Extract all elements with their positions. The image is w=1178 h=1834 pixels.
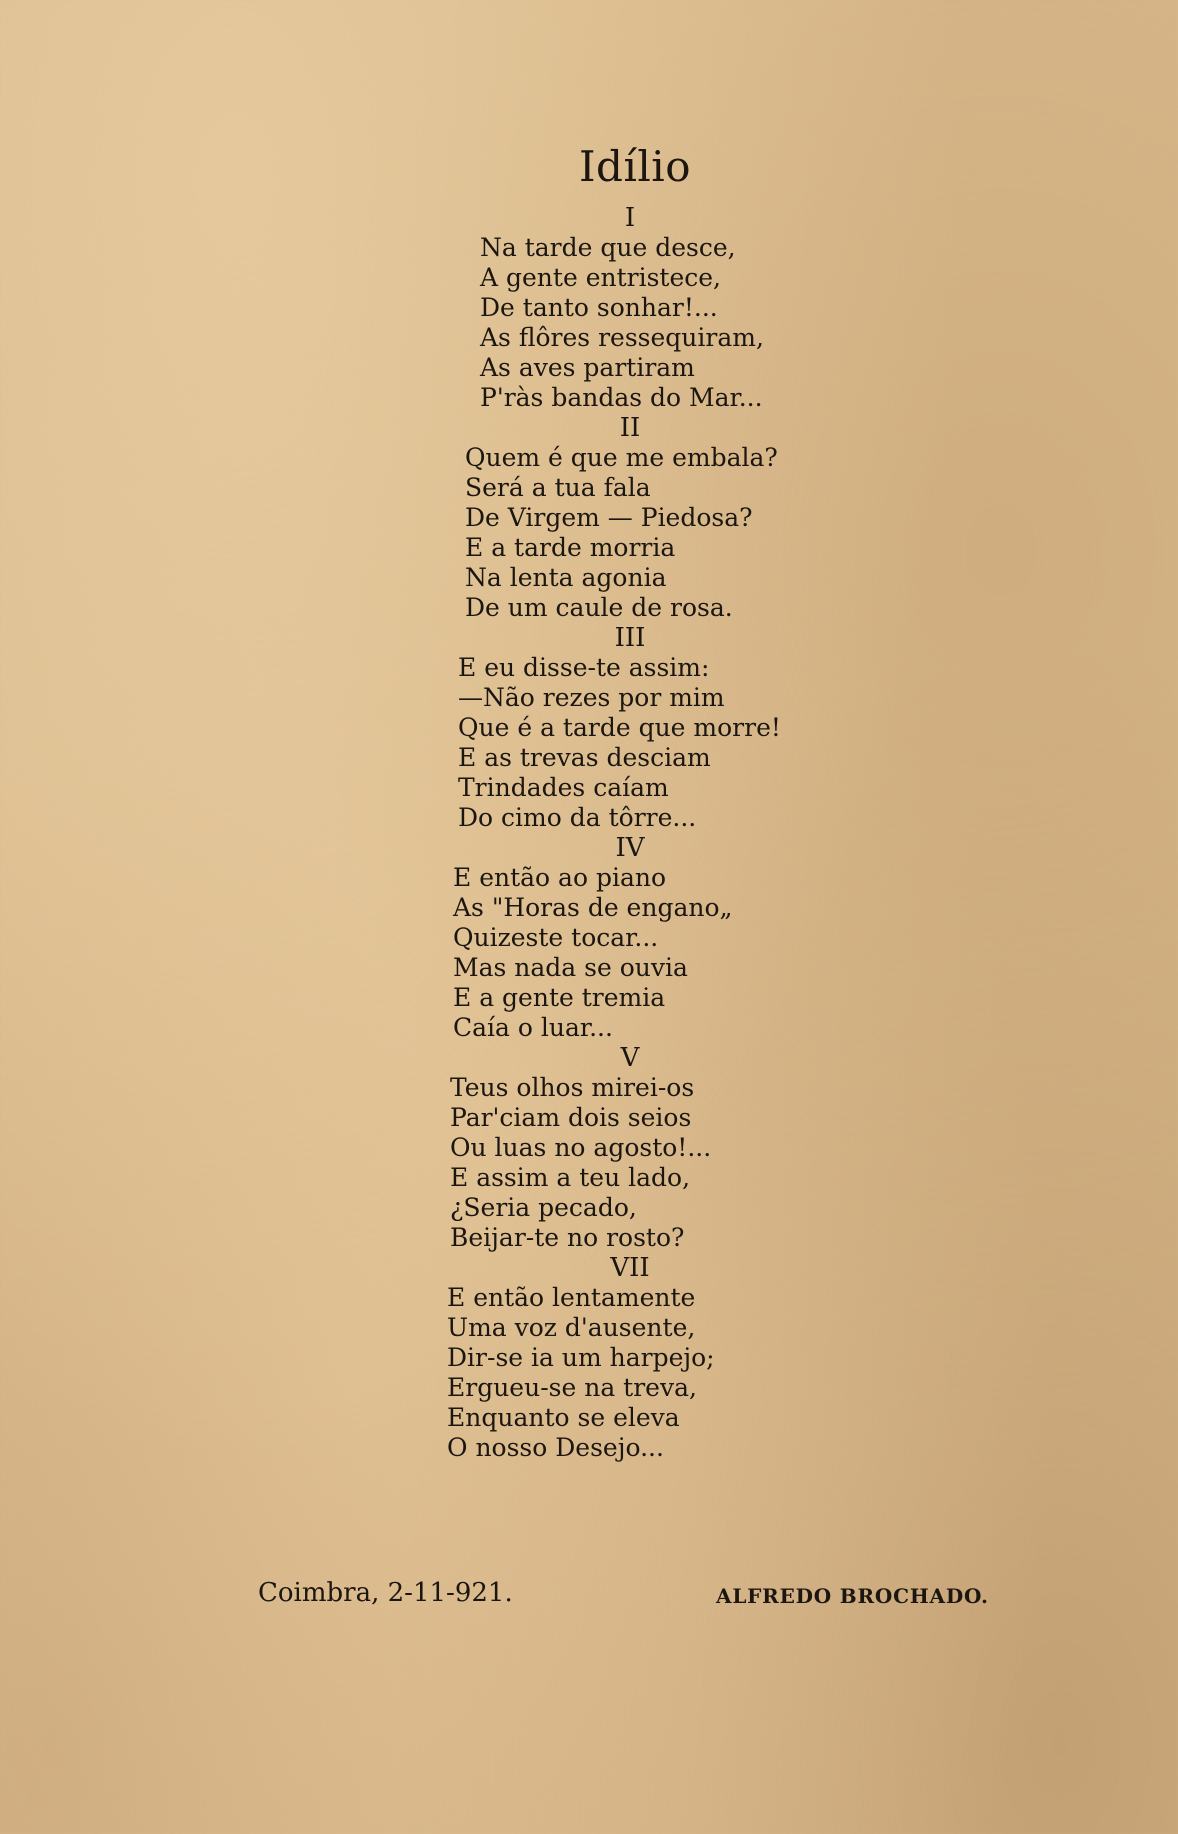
stanza-numeral: IV xyxy=(615,833,645,863)
poem-line: E então ao piano xyxy=(453,863,667,892)
stanza-4 xyxy=(430,833,900,1043)
poem-line: Beijar-te no rosto? xyxy=(450,1223,685,1252)
poem-line: Enquanto se eleva xyxy=(447,1403,680,1432)
poem-line: Uma voz d'ausente, xyxy=(447,1313,696,1342)
stanza-numeral: II xyxy=(619,413,641,443)
stanza-numeral: I xyxy=(624,203,636,233)
poem-line: E assim a teu lado, xyxy=(450,1163,691,1192)
poem-line: De um caule de rosa. xyxy=(465,593,733,622)
stanza-1 xyxy=(430,203,900,413)
poem-line: E eu disse-te assim: xyxy=(458,653,710,682)
poem-line: A gente entristece, xyxy=(480,263,721,292)
poem-line: Quem é que me embala? xyxy=(465,443,778,472)
poem-line: P'ràs bandas do Mar... xyxy=(480,383,763,412)
author-signature: ALFREDO BROCHADO. xyxy=(716,1584,989,1608)
stanza-7 xyxy=(430,1253,900,1463)
poem-line: Ou luas no agosto!... xyxy=(450,1133,712,1162)
poem-line: Ergueu-se na treva, xyxy=(447,1373,697,1402)
poem-line: E a gente tremia xyxy=(453,983,666,1012)
poem-line: E então lentamente xyxy=(447,1283,696,1312)
stanza-numeral: V xyxy=(620,1043,640,1073)
poem-line: Do cimo da tôrre... xyxy=(458,803,697,832)
place-date: Coimbra, 2-11-921. xyxy=(258,1578,513,1608)
poem-line: —Não rezes por mim xyxy=(458,683,725,712)
poem-line: De tanto sonhar!... xyxy=(480,293,718,322)
poem-line: Quizeste tocar... xyxy=(453,923,659,952)
stanza-numeral: VII xyxy=(610,1253,650,1283)
poem-line: Teus olhos mirei-os xyxy=(450,1073,695,1102)
poem-line: E a tarde morria xyxy=(465,533,676,562)
poem-line: As aves partiram xyxy=(480,353,695,382)
poem-line: Dir-se ia um harpejo; xyxy=(447,1343,715,1372)
poem-line: As flôres ressequiram, xyxy=(480,323,764,352)
stanza-3 xyxy=(430,623,900,833)
stanza-numeral: III xyxy=(614,623,646,653)
poem-footer xyxy=(0,1578,1178,1614)
stanza-2 xyxy=(430,413,900,623)
poem-line: E as trevas desciam xyxy=(458,743,711,772)
poem-title: Idílio xyxy=(578,142,692,191)
poem-line: As "Horas de engano„ xyxy=(453,893,733,922)
poem-line: Mas nada se ouvia xyxy=(453,953,688,982)
poem-line: Caía o luar... xyxy=(453,1013,613,1042)
poem-line: De Virgem — Piedosa? xyxy=(465,503,753,532)
poem-line: ¿Seria pecado, xyxy=(450,1193,637,1222)
poem-line: Trindades caíam xyxy=(458,773,669,802)
poem-body xyxy=(430,203,900,1463)
poem-line: Na lenta agonia xyxy=(465,563,667,592)
poem-line: Par'ciam dois seios xyxy=(450,1103,692,1132)
poem-line: Na tarde que desce, xyxy=(480,233,736,262)
poem-line: O nosso Desejo... xyxy=(447,1433,664,1462)
poem-line: Será a tua fala xyxy=(465,473,651,502)
poem-line: Que é a tarde que morre! xyxy=(458,713,781,742)
stanza-5 xyxy=(430,1043,900,1253)
